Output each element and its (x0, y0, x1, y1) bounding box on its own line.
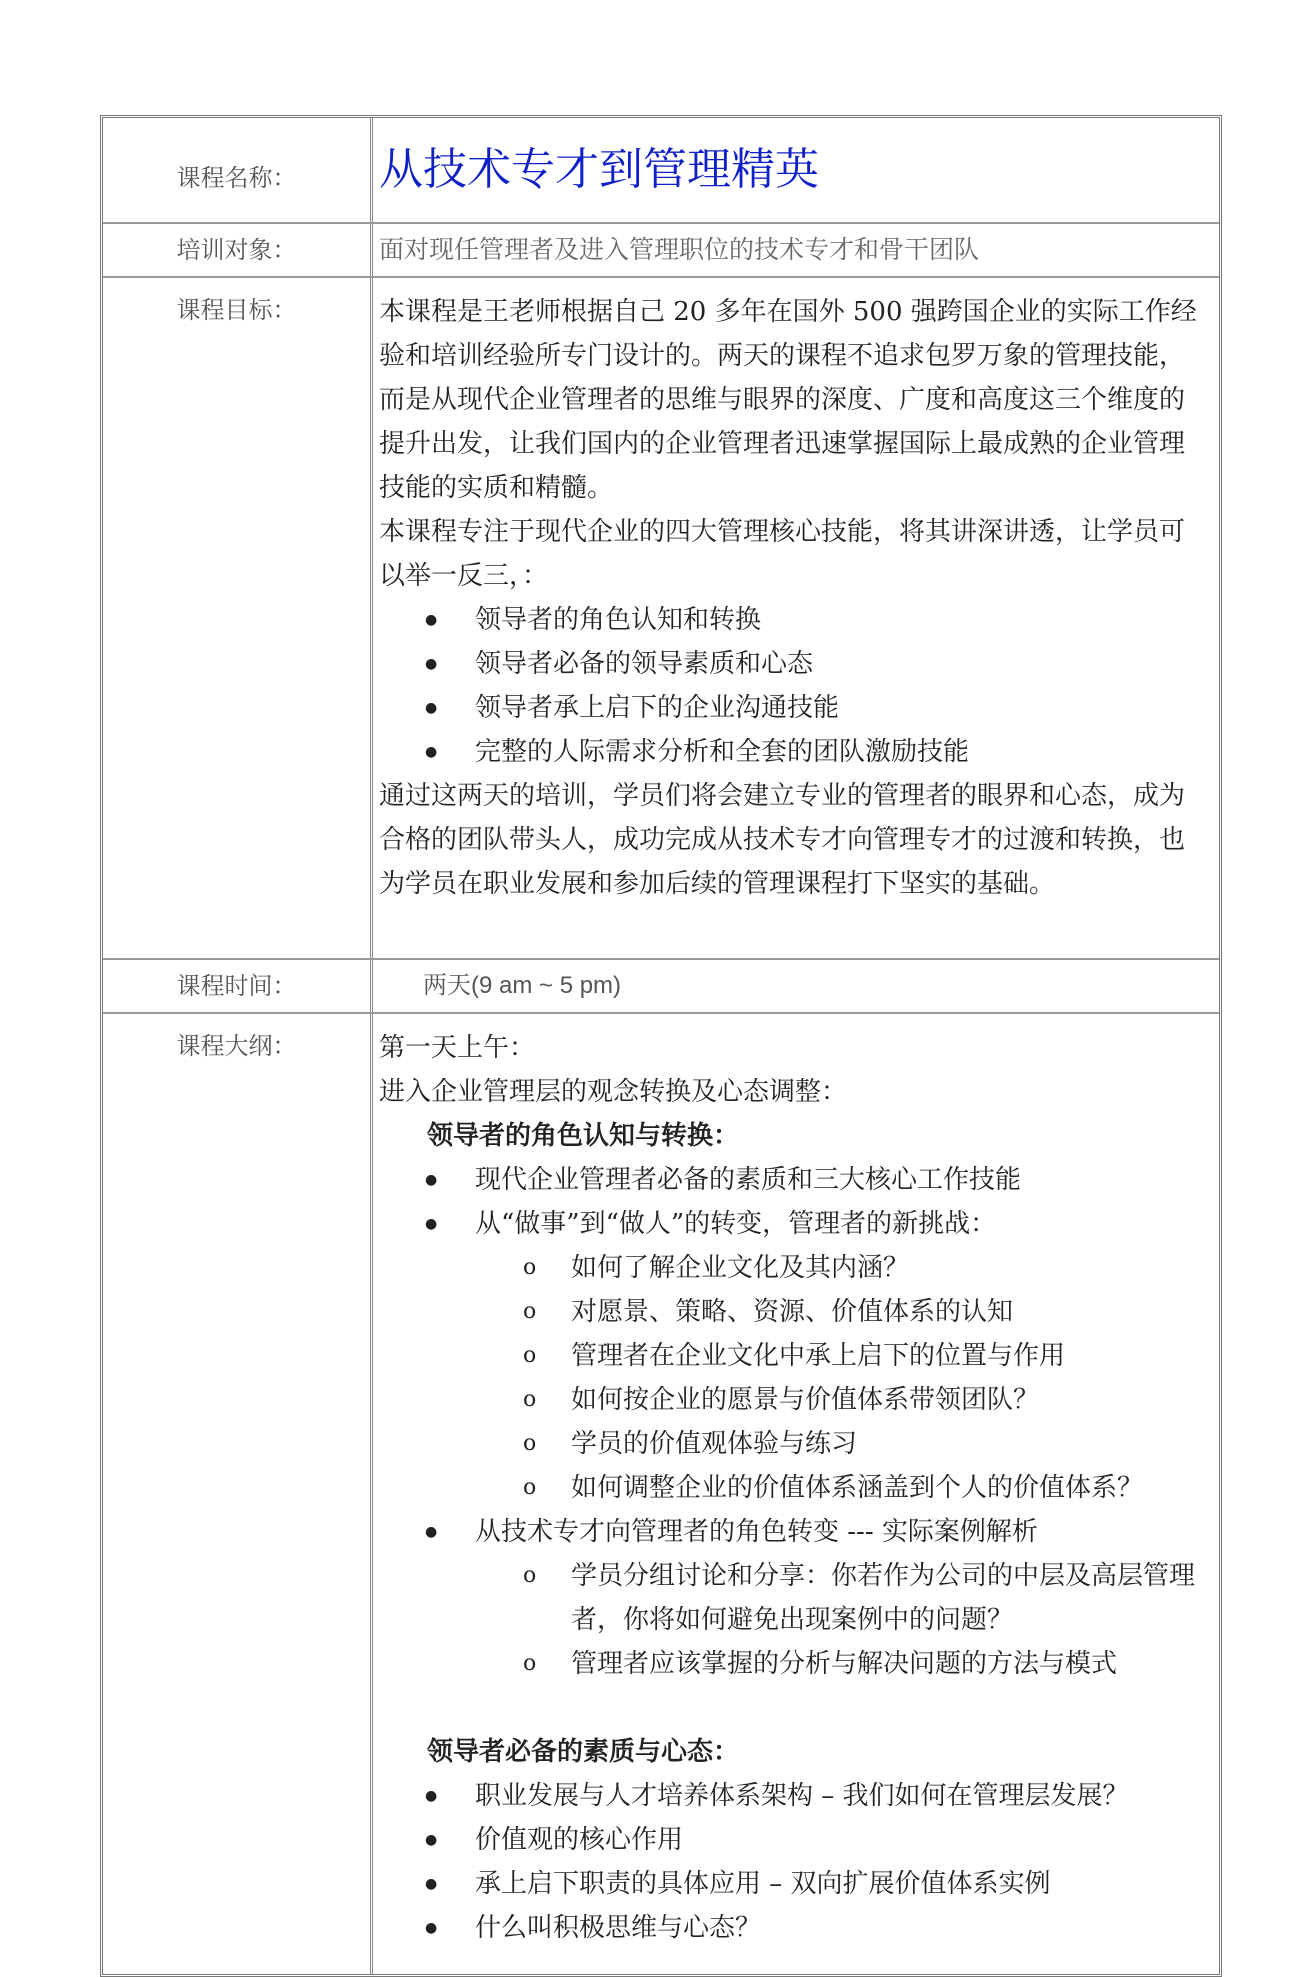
outline-sub-bullet (379, 1554, 1209, 1642)
goal-line: 而是从现代企业管理者的思维与眼界的深度、广度和高度这三个维度的 (379, 385, 1186, 415)
outline-sub-bullet: o 如何按企业的愿景与价值体系带领团队？ (379, 1378, 1209, 1422)
goal-line: 以举一反三，： (379, 561, 549, 591)
outline-bullet: ● 价值观的核心作用 (379, 1818, 1209, 1862)
goal-bullet: ● 领导者必备的领导素质和心态 (379, 642, 1209, 686)
outline-value (373, 1014, 1219, 1974)
goal-value (373, 278, 1219, 958)
goal-closing-line: 为学员在职业发展和参加后续的管理课程打下坚实的基础。 (379, 869, 1056, 899)
outline-day: 第一天上午： (379, 1033, 536, 1063)
outline-label: 课程大纲： (103, 1014, 373, 1974)
sub-bullet-line: 学员分组讨论和分享：你若作为公司的中层及高层管理 (571, 1561, 1196, 1591)
outline-bullet: ● 职业发展与人才培养体系架构 – 我们如何在管理层发展？ (379, 1774, 1209, 1818)
outline-sub-bullet: o 管理者应该掌握的分析与解决问题的方法与模式 (379, 1642, 1209, 1686)
goal-line: 本课程专注于现代企业的四大管理核心技能，将其讲深讲透，让学员可 (379, 517, 1186, 547)
row-course-goal (103, 276, 1219, 958)
section1-list (379, 1158, 1209, 1686)
sub-bullet-line: 者，你将如何避免出现案例中的问题？ (571, 1605, 1014, 1635)
outline-sub-bullet: o 对愿景、策略、资源、价值体系的认知 (379, 1290, 1209, 1334)
outline-intro: 进入企业管理层的观念转换及心态调整： (379, 1077, 848, 1107)
outline-sub-bullet: o 学员的价值观体验与练习 (379, 1422, 1209, 1466)
goal-closing-line: 通过这两天的培训，学员们将会建立专业的管理者的眼界和心态，成为 (379, 781, 1186, 811)
goal-bullet: ● 领导者的角色认知和转换 (379, 598, 1209, 642)
row-course-name (103, 118, 1219, 222)
goal-line: 验和培训经验所专门设计的。两天的课程不追求包罗万象的管理技能， (379, 341, 1186, 371)
outline-bullet: ● 从“做事”到“做人”的转变，管理者的新挑战： (379, 1202, 1209, 1246)
outline-bullet: ● 承上启下职责的具体应用 – 双向扩展价值体系实例 (379, 1862, 1209, 1906)
section-heading: 领导者的角色认知与转换： (427, 1121, 740, 1151)
course-name-value (373, 118, 1219, 222)
goal-bullet-list (379, 598, 1209, 774)
time-value: 两天(9 am ~ 5 pm) (423, 972, 622, 999)
row-course-time (103, 958, 1219, 1012)
course-title: 从技术专才到管理精英 (379, 144, 819, 195)
outline-bullet: ● 从技术专才向管理者的角色转变 --- 实际案例解析 (379, 1510, 1209, 1554)
goal-line: 技能的实质和精髓。 (379, 473, 614, 503)
audience-label: 培训对象： (103, 224, 373, 276)
goal-bullet: ● 领导者承上启下的企业沟通技能 (379, 686, 1209, 730)
course-info-table (100, 115, 1222, 1977)
row-audience (103, 222, 1219, 276)
goal-closing-line: 合格的团队带头人，成功完成从技术专才向管理专才的过渡和转换，也 (379, 825, 1186, 855)
outline-bullet: ● 现代企业管理者必备的素质和三大核心工作技能 (379, 1158, 1209, 1202)
goal-line: 提升出发，让我们国内的企业管理者迅速掌握国际上最成熟的企业管理 (379, 429, 1186, 459)
goal-label: 课程目标： (103, 278, 373, 958)
section2-list (379, 1774, 1209, 1950)
outline-bullet: ● 什么叫积极思维与心态？ (379, 1906, 1209, 1950)
section-heading: 领导者必备的素质与心态： (427, 1737, 740, 1767)
outline-sub-bullet: o 管理者在企业文化中承上启下的位置与作用 (379, 1334, 1209, 1378)
course-name-label: 课程名称： (103, 118, 373, 222)
row-course-outline (103, 1012, 1219, 1974)
goal-bullet: ● 完整的人际需求分析和全套的团队激励技能 (379, 730, 1209, 774)
audience-value: 面对现任管理者及进入管理职位的技术专才和骨干团队 (379, 235, 980, 264)
outline-sub-bullet: o 如何了解企业文化及其内涵？ (379, 1246, 1209, 1290)
goal-line: 本课程是王老师根据自己 20 多年在国外 500 强跨国企业的实际工作经 (379, 297, 1197, 327)
outline-sub-bullet: o 如何调整企业的价值体系涵盖到个人的价值体系？ (379, 1466, 1209, 1510)
spacer (379, 1686, 1209, 1730)
time-label: 课程时间： (103, 960, 373, 1012)
